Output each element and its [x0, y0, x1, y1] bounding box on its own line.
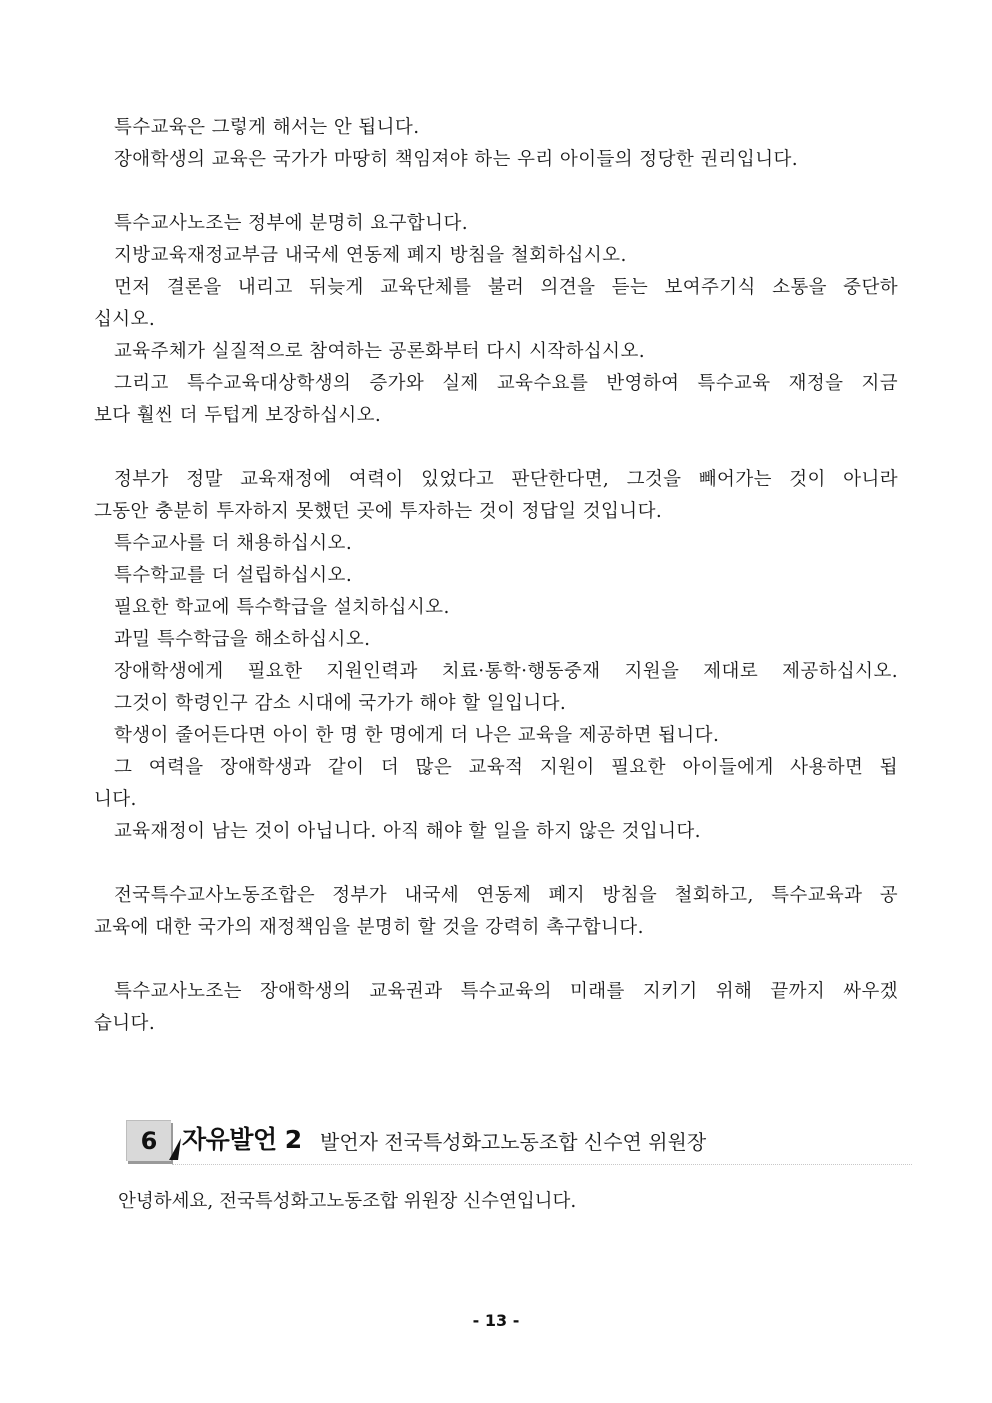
text-line: 전국특수교사노동조합은 정부가 내국세 연동제 폐지 방침을 철회하고, 특수교육과 공: [114, 885, 898, 906]
text-line: 그 여력을 장애학생과 같이 더 많은 교육적 지원이 필요한 아이들에게 사용하면 됩: [114, 757, 898, 778]
section-divider: [172, 1164, 912, 1165]
speech-body: [94, 112, 898, 1040]
text-line: 장애학생에게 필요한 지원인력과 치료·통학·행동중재 지원을 제대로 제공하십시오.: [114, 661, 898, 682]
section-number-badge: 6: [126, 1120, 171, 1161]
text-line: 과밀 특수학급을 해소하십시오.: [114, 629, 371, 650]
text-line: 특수교사노조는 정부에 분명히 요구합니다.: [114, 213, 469, 234]
text-line: 습니다.: [94, 1013, 156, 1034]
greeting-text: 안녕하세요, 전국특성화고노동조합 위원장 신수연입니다.: [118, 1191, 577, 1212]
text-line: 필요한 학교에 특수학급을 설치하십시오.: [114, 597, 450, 618]
text-line: 십시오.: [94, 309, 156, 330]
text-line: 니다.: [94, 789, 137, 810]
text-line: 교육주체가 실질적으로 참여하는 공론화부터 다시 시작하십시오.: [114, 341, 646, 362]
text-line: 그동안 충분히 투자하지 못했던 곳에 투자하는 것이 정답일 것입니다.: [94, 501, 663, 522]
text-line: 그리고 특수교육대상학생의 증가와 실제 교육수요를 반영하여 특수교육 재정을 지금: [114, 373, 898, 394]
text-line: 보다 훨씬 더 두텁게 보장하십시오.: [94, 405, 382, 426]
text-line: 특수교사노조는 장애학생의 교육권과 특수교육의 미래를 지키기 위해 끝까지 싸우겠: [114, 981, 898, 1002]
text-line: 교육재정이 남는 것이 아닙니다. 아직 해야 할 일을 하지 않은 것입니다.: [114, 821, 701, 842]
text-line: 학생이 줄어든다면 아이 한 명 한 명에게 더 나은 교육을 제공하면 됩니다.: [114, 725, 720, 746]
text-line: 그것이 학령인구 감소 시대에 국가가 해야 할 일입니다.: [114, 693, 567, 714]
section-header: [122, 1118, 912, 1168]
section-title: 자유발언 2: [182, 1125, 302, 1154]
text-line: 장애학생의 교육은 국가가 마땅히 책임져야 하는 우리 아이들의 정당한 권리입니다.: [114, 149, 799, 170]
text-line: 먼저 결론을 내리고 뒤늦게 교육단체를 불러 의견을 듣는 보여주기식 소통을 중단하: [114, 277, 898, 298]
text-line: 정부가 정말 교육재정에 여력이 있었다고 판단한다면, 그것을 빼어가는 것이 아니라: [114, 469, 898, 490]
text-line: 교육에 대한 국가의 재정책임을 분명히 할 것을 강력히 촉구합니다.: [94, 917, 644, 938]
page-number: - 13 -: [472, 1311, 520, 1330]
text-line: 특수교사를 더 채용하십시오.: [114, 533, 353, 554]
text-line: 특수학교를 더 설립하십시오.: [114, 565, 353, 586]
text-line: 특수교육은 그렇게 해서는 안 됩니다.: [114, 117, 420, 138]
text-line: 지방교육재정교부금 내국세 연동제 폐지 방침을 철회하십시오.: [114, 245, 627, 266]
section-subtitle: 발언자 전국특성화고노동조합 신수연 위원장: [320, 1130, 707, 1154]
